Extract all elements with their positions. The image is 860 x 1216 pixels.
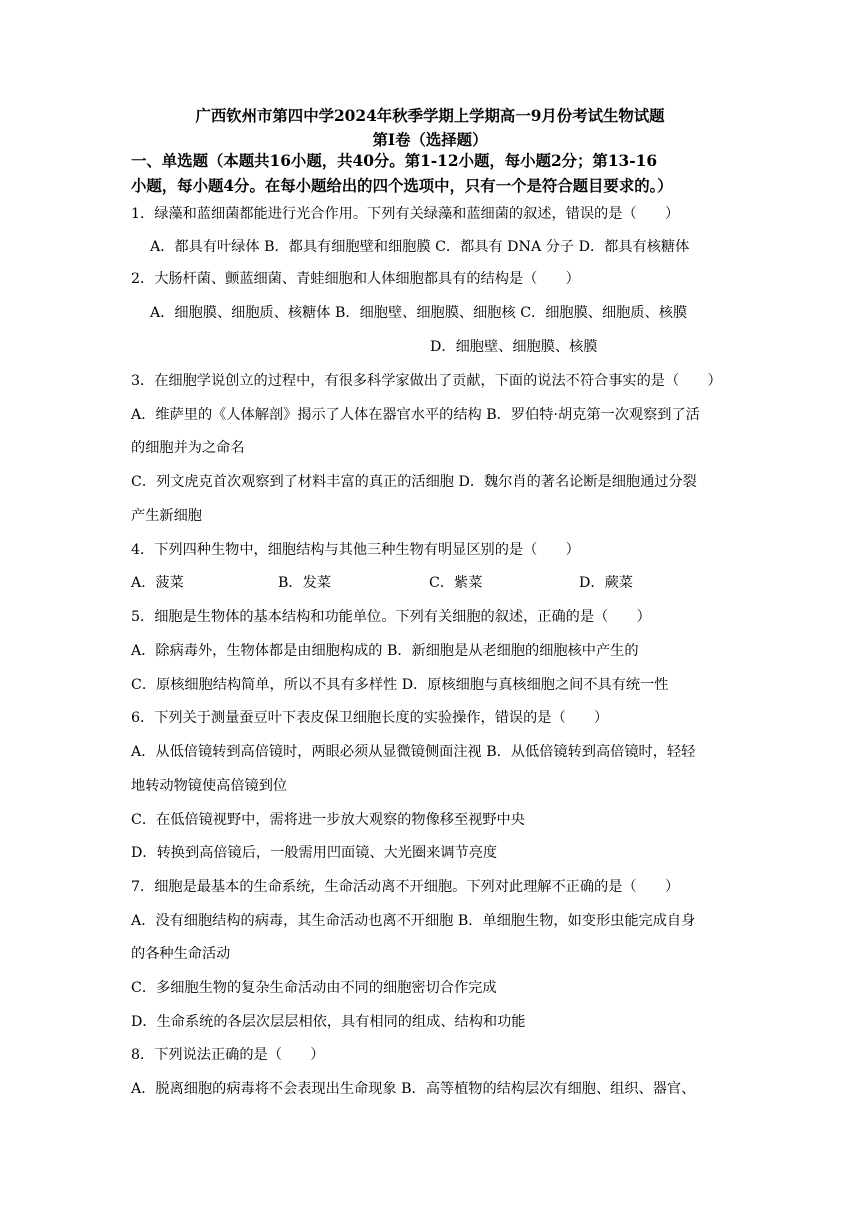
section-heading-line2: 小题，每小题4分。在每小题给出的四个选项中，只有一个是符合题目要求的。）: [131, 177, 673, 195]
question-7-option-line2: 的各种生命活动: [131, 946, 231, 962]
question-2-stem: 2．大肠杆菌、颤蓝细菌、青蛙细胞和人体细胞都具有的结构是（ ）: [131, 271, 580, 287]
question-3-option-line1: A．维萨里的《人体解剖》揭示了人体在器官水平的结构 B．罗伯特·胡克第一次观察到了活: [131, 407, 700, 423]
question-6-stem: 6．下列关于测量蚕豆叶下表皮保卫细胞长度的实验操作，错误的是（ ）: [131, 710, 609, 726]
question-3-option-line3: C．列文虎克首次观察到了材料丰富的真正的活细胞 D．魏尔肖的著名论断是细胞通过分裂: [131, 474, 697, 490]
section-heading-line1: 一、单选题（本题共16小题，共40分。第1-12小题，每小题2分；第13-16: [131, 152, 658, 170]
question-1-options: A．都具有叶绿体 B．都具有细胞壁和细胞膜 C．都具有 DNA 分子 D．都具有核糖体: [150, 239, 690, 255]
question-3-option-line2: 的细胞并为之命名: [131, 440, 245, 456]
question-4-option-c: C．紫菜: [429, 575, 483, 591]
question-4-stem: 4．下列四种生物中，细胞结构与其他三种生物有明显区别的是（ ）: [131, 542, 580, 558]
question-5-option-line1: A．除病毒外，生物体都是由细胞构成的 B．新细胞是从老细胞的细胞核中产生的: [131, 643, 639, 659]
question-1-stem: 1．绿藻和蓝细菌都能进行光合作用。下列有关绿藻和蓝细菌的叙述，错误的是（ ）: [131, 206, 680, 222]
question-4-option-b: B．发菜: [278, 575, 331, 591]
question-2-options-line1: A．细胞膜、细胞质、核糖体 B．细胞壁、细胞膜、细胞核 C．细胞膜、细胞质、核膜: [150, 305, 688, 321]
question-8-option-line1: A．脱离细胞的病毒将不会表现出生命现象 B．高等植物的结构层次有细胞、组织、器官、: [131, 1081, 696, 1097]
question-4-options: [131, 573, 731, 593]
question-8-stem: 8．下列说法正确的是（ ）: [131, 1047, 325, 1063]
question-3-option-line4: 产生新细胞: [131, 508, 202, 524]
question-3-stem: 3．在细胞学说创立的过程中，有很多科学家做出了贡献，下面的说法不符合事实的是（ ）: [131, 373, 722, 389]
question-6-option-line2: 地转动物镜使高倍镜到位: [131, 778, 288, 794]
question-2-options-line2: D．细胞壁、细胞膜、核膜: [430, 339, 598, 355]
question-6-option-line1: A．从低倍镜转到高倍镜时，两眼必须从显微镜侧面注视 B．从低倍镜转到高倍镜时，轻轻: [131, 744, 696, 760]
exam-subtitle: 第Ⅰ卷（选择题）: [372, 131, 488, 149]
question-6-option-line4: D．转换到高倍镜后，一般需用凹面镜、大光圈来调节亮度: [131, 845, 498, 861]
question-7-option-line1: A．没有细胞结构的病毒，其生命活动也离不开细胞 B．单细胞生物，如变形虫能完成自身: [131, 913, 696, 929]
question-4-option-d: D．蕨菜: [579, 575, 633, 591]
question-7-option-line4: D．生命系统的各层次层层相依，具有相同的组成、结构和功能: [131, 1014, 526, 1030]
question-5-stem: 5．细胞是生物体的基本结构和功能单位。下列有关细胞的叙述，正确的是（ ）: [131, 609, 651, 625]
question-7-stem: 7．细胞是最基本的生命系统，生命活动离不开细胞。下列对此理解不正确的是（ ）: [131, 879, 680, 895]
question-7-option-line3: C．多细胞生物的复杂生命活动由不同的细胞密切合作完成: [131, 980, 497, 996]
question-4-option-a: A．菠菜: [131, 575, 184, 591]
exam-title: 广西钦州市第四中学2024年秋季学期上学期高一9月份考试生物试题: [195, 107, 665, 125]
question-6-option-line3: C．在低倍镜视野中，需将进一步放大观察的物像移至视野中央: [131, 812, 525, 828]
question-5-option-line2: C．原核细胞结构简单，所以不具有多样性 D．原核细胞与真核细胞之间不具有统一性: [131, 677, 669, 693]
